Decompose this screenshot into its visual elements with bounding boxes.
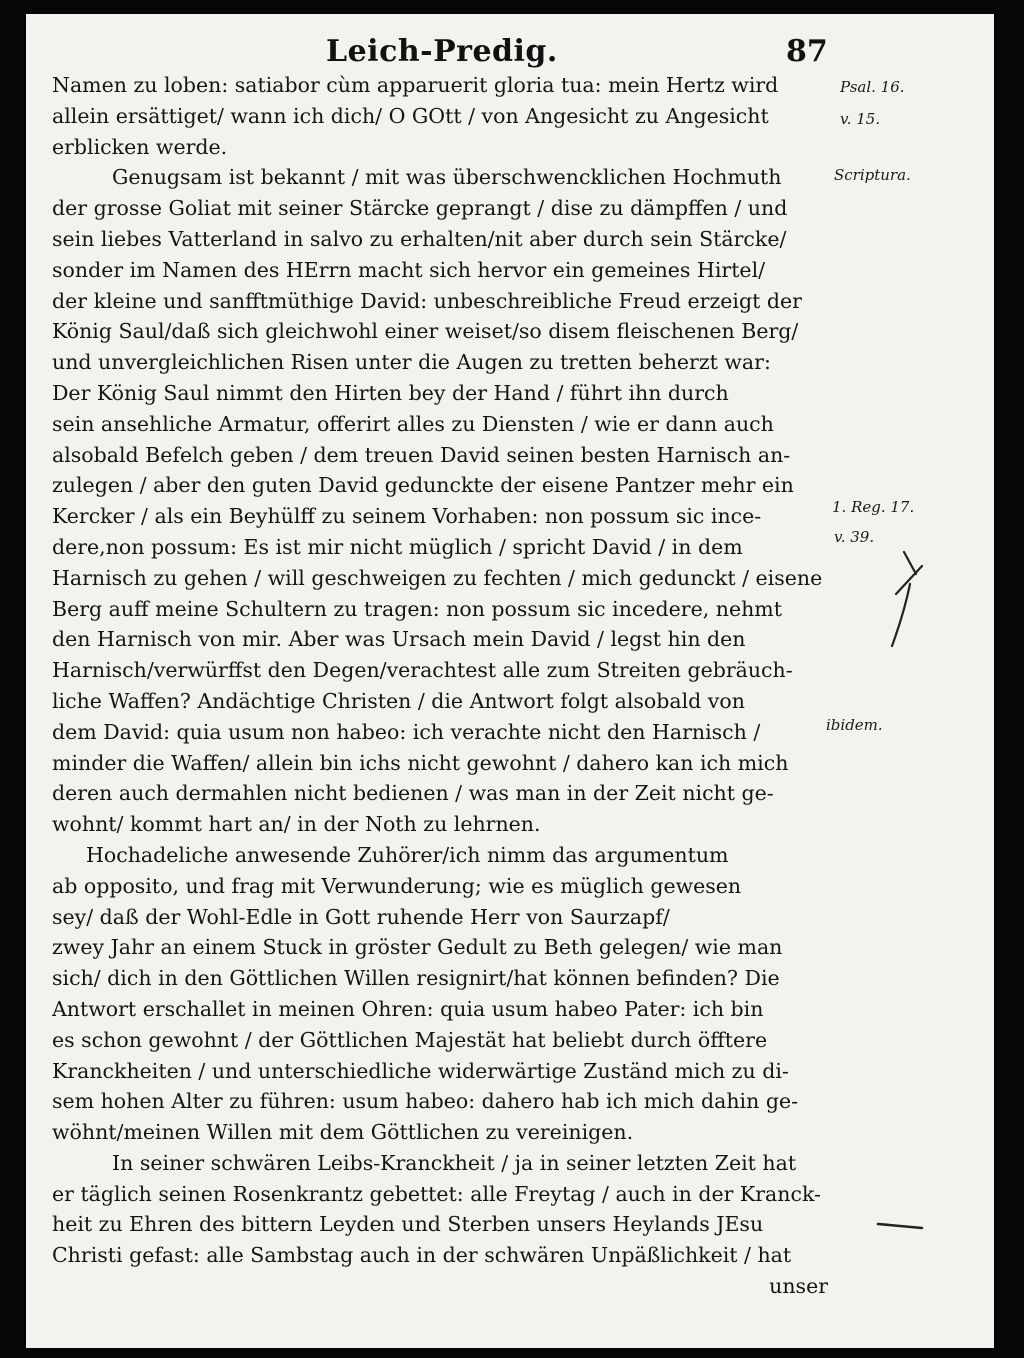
text-line: Berg auff meine Schultern zu tragen: non possum sic incedere, nehmt [52,596,782,621]
text-line: es schon gewohnt / der Göttlichen Majestät hat beliebt durch öfftere [52,1027,768,1052]
text-line: minder die Waffen/ allein bin ichs nicht gewohnt / dahero kan ich mich [52,750,789,775]
text-line: deren auch dermahlen nicht bedienen / was man in der Zeit nicht ge- [52,781,774,806]
margin-note-reg: 1. Reg. 17. [832,498,915,516]
text-line: wohnt/ kommt hart an/ in der Noth zu lehrnen. [52,812,541,837]
text-line: sem hohen Alter zu führen: usum habeo: dahero hab ich mich dahin ge- [52,1089,799,1114]
handwritten-dash-mark [872,1210,932,1240]
text-line: er täglich seinen Rosenkrantz gebettet: alle Freytag / auch in der Kranck- [52,1181,821,1206]
text-line: allein ersättiget/ wann ich dich/ O GOtt / von Angesicht zu Angesicht [52,103,769,128]
text-line: Kercker / als ein Beyhülff zu seinem Vorhaben: non possum sic ince- [52,504,762,529]
text-line: und unvergleichlichen Risen unter die Augen zu tretten beherzt war: [52,350,771,375]
body-text [52,70,828,1302]
text-line: Antwort erschallet in meinen Ohren: quia usum habeo Pater: ich bin [52,996,764,1021]
text-line: der grosse Goliat mit seiner Stärcke geprangt / dise zu dämpffen / und [52,196,788,221]
text-line: Kranckheiten / und unterschiedliche widerwärtige Zuständ mich zu di- [52,1058,789,1083]
text-line: Harnisch/verwürffst den Degen/verachtest alle zum Streiten gebräuch- [52,658,793,683]
text-line: erblicken werde. [52,134,228,159]
text-line: den Harnisch von mir. Aber was Ursach mein David / legst hin den [52,627,746,652]
margin-note-reg-verse: v. 39. [834,528,875,546]
text-line: sein liebes Vatterland in salvo zu erhalten/nit aber durch sein Stärcke/ [52,226,787,251]
text-line: König Saul/daß sich gleichwohl einer weiset/so disem fleischenen Berg/ [52,319,799,344]
text-line: sonder im Namen des HErrn macht sich hervor ein gemeines Hirtel/ [52,257,766,282]
margin-note-ibidem: ibidem. [826,716,883,734]
handwritten-cross-mark [866,544,946,654]
text-line: zulegen / aber den guten David gedunckte der eisene Pantzer mehr ein [52,473,794,498]
text-line: Christi gefast: alle Sambstag auch in der schwären Unpäßlichkeit / hat [52,1243,792,1268]
text-line: dem David: quia usum non habeo: ich verachte nicht den Harnisch / [52,719,761,744]
text-line: zwey Jahr an einem Stuck in gröster Gedult zu Beth gelegen/ wie man [52,935,783,960]
text-line: Harnisch zu gehen / will geschweigen zu fechten / mich gedunckt / eisene [52,565,823,590]
book-page [26,14,994,1348]
text-line: dere,non possum: Es ist mir nicht müglich / spricht David / in dem [52,534,743,559]
margin-note-psalm-verse: v. 15. [840,110,881,128]
text-line: der kleine und sanfftmüthige David: unbeschreibliche Freud erzeigt der [52,288,802,313]
text-line: heit zu Ehren des bittern Leyden und Sterben unsers Heylands JEsu [52,1212,764,1237]
text-line: alsobald Befelch geben / dem treuen David seinen besten Harnisch an- [52,442,791,467]
text-line: liche Waffen? Andächtige Christen / die Antwort folgt alsobald von [52,688,745,713]
page-number: 87 [786,34,828,69]
text-line: Genugsam ist bekannt / mit was überschwencklichen Hochmuth [112,165,782,190]
text-line: ab opposito, und frag mit Verwunderung; wie es müglich gewesen [52,873,742,898]
running-title: Leich-Predig. [326,34,558,69]
margin-note-psalm: Psal. 16. [840,78,905,96]
text-line: In seiner schwären Leibs-Kranckheit / ja in seiner letzten Zeit hat [112,1150,797,1175]
text-line: sey/ daß der Wohl-Edle in Gott ruhende Herr von Saurzapf/ [52,904,670,929]
text-line: unser [769,1274,828,1299]
text-line: sein ansehliche Armatur, offerirt alles zu Diensten / wie er dann auch [52,411,774,436]
text-line: Der König Saul nimmt den Hirten bey der Hand / führt ihn durch [52,380,729,405]
text-line: sich/ dich in den Göttlichen Willen resignirt/hat können befinden? Die [52,966,780,991]
text-line: wöhnt/meinen Willen mit dem Göttlichen zu vereinigen. [52,1120,634,1145]
margin-note-scriptura: Scriptura. [834,166,911,184]
text-line: Namen zu loben: satiabor cùm apparuerit gloria tua: mein Hertz wird [52,73,779,97]
text-line: Hochadeliche anwesende Zuhörer/ich nimm das argumentum [86,842,729,867]
